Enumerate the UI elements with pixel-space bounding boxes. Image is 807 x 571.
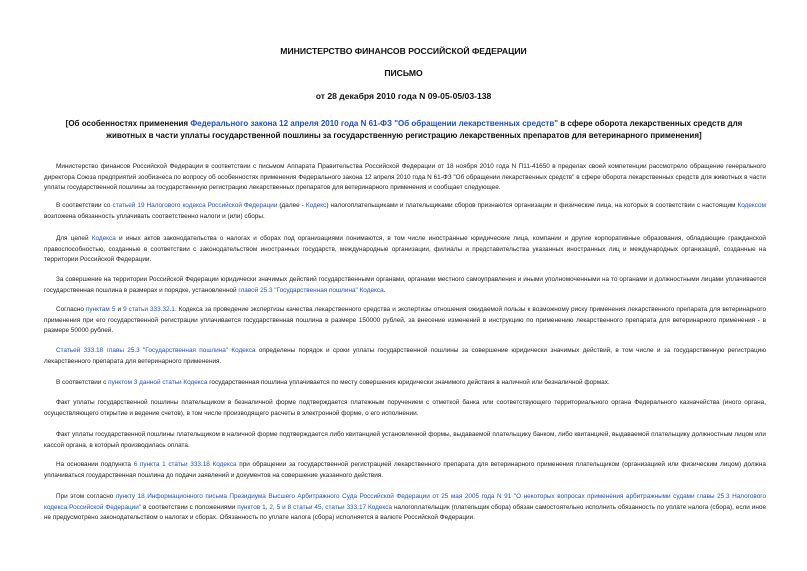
paragraph-text: Для целей: [56, 235, 92, 242]
legal-reference-link[interactable]: Кодекс: [305, 202, 327, 209]
subject-text-start: [Об особенностях применения: [65, 119, 191, 128]
ministry-title: МИНИСТЕРСТВО ФИНАНСОВ РОССИЙСКОЙ ФЕДЕРАЦИИ: [280, 46, 527, 56]
legal-reference-link[interactable]: пунктом 3 данной статьи Кодекса: [108, 379, 208, 386]
paragraph-9: [44, 430, 766, 451]
paragraph-text: Факт уплаты государственной пошлины плательщиком в наличной форме подтверждается либо квитанцией установленной формы, выдаваемой плательщику банком, либо квитанцией, выдаваемой плательщику должностным лицом или кассой органа, в который производилась оплата.: [44, 431, 766, 449]
legal-reference-link[interactable]: Кодексом: [737, 202, 766, 209]
legal-reference-link[interactable]: 6 пункта 1 статьи 333.18 Кодекса: [133, 461, 237, 468]
paragraph-text: и: [115, 306, 124, 313]
paragraph-2: [44, 201, 766, 222]
paragraph-1: [44, 162, 766, 194]
paragraph-text: В соответствии со: [56, 202, 113, 209]
paragraph-text: При этом согласно: [56, 493, 116, 500]
paragraph-text: и иных актов законодательства о налогах и сборах под организациями понимаются, в том числе иностранные юридические лица, компании и другие корпоративные образования, обладающие гражданской правоспособностью, созданные в соответствии с законодательством иностранных государств, международные организации, филиалы и представительства указанных иностранных лиц и международных организаций, созданные на территории Российской Федерации.: [44, 235, 766, 264]
paragraph-text: при обращении за государственной регистрацией лекарственного препарата для ветеринарного применения плательщиком (организацией или физическим лицом) должна уплачиваться государственная пошлина до подачи заявлений и документов на совершение указанного действия.: [44, 461, 766, 479]
legal-reference-link[interactable]: Кодекса: [91, 235, 116, 242]
legal-reference-link[interactable]: пунктов 1, 2, 5 и 8 статьи 45, статьи 333.17 Кодекса: [237, 503, 393, 511]
paragraph-text: Кодекса за проведение экспертизы качества лекарственного средства и экспертизы отношения ожидаемой пользы к возможному риску применения лекарственного препарата для ветеринарного применения при его государственной регистрации уплачивается государственная пошлина в размере 150000 рублей, за внесение изменений в инструкцию по применению лекарственного препарата для ветеринарного применения - в размере 50000 рублей.: [44, 306, 767, 335]
subject-law-link[interactable]: Федерального закона 12 апреля 2010 года N 61-ФЗ "Об обращении лекарственных средств": [190, 119, 559, 128]
legal-reference-link[interactable]: Статьей 333.18 главы 25.3 "Государственная пошлина" Кодекса: [56, 347, 256, 354]
paragraph-text: определены порядок и сроки уплаты государственной пошлины за совершение юридически значимых действий, в том числе и за государственную регистрацию лекарственного препарата для ветеринарного применения.: [44, 347, 767, 365]
document-subject: [48, 118, 760, 142]
paragraph-6: [44, 346, 766, 367]
legal-reference-link[interactable]: пунктам 5: [85, 306, 116, 313]
paragraph-text: (далее -: [277, 202, 306, 209]
paragraph-text: в соответствии с положениями: [141, 503, 238, 511]
paragraph-text: Факт уплаты государственной пошлины плательщиком в безналичной форме подтверждается платежным поручением с отметкой банка или соответствующего территориального органа Федерального казначейства (иного органа, осуществляющего открытие и ведение счетов), в том числе производящего расчеты в электронной форме, о его исполнении.: [44, 399, 766, 417]
paragraph-7: [44, 378, 766, 389]
paragraph-text: государственная пошлина уплачивается по месту совершения юридически значимого действия в наличной или безналичной формах.: [207, 379, 610, 386]
paragraph-3: [44, 234, 766, 266]
paragraph-10: [44, 460, 766, 481]
paragraph-11: [44, 492, 766, 524]
paragraph-text: налогоплательщик (плательщик сбора) обязан самостоятельно исполнить обязанность по уплате налога (сбора), если иное не предусмотрено законодательством о налогах и сборах. Обязанность по уплате налога (сбора) исполняется в валюте Российской Федерации.: [44, 503, 767, 522]
paragraph-text: Согласно: [56, 306, 86, 313]
legal-reference-link[interactable]: главой 25.3 "Государственная пошлина" Кодекса: [238, 286, 384, 294]
document-type: ПИСЬМО: [384, 68, 423, 78]
legal-reference-link[interactable]: статьей 19 Налогового кодекса Российской Федерации: [112, 202, 278, 209]
subject-text-end: в сфере оборота лекарственных средств для животных в части уплаты государственной пошлины за государственную регистрацию лекарственных препаратов для ветеринарного применения]: [106, 119, 743, 140]
paragraph-text: .: [383, 286, 386, 294]
legal-reference-link[interactable]: пункту 18 Информационного письма Президиума Высшего Арбитражного Суда Российской Федерации от 25 мая 2005 года N 91 "О некоторых вопросах применения арбитражными судами главы 25.3 Налогового кодекса Российской Федерации": [44, 493, 766, 511]
paragraph-8: [44, 398, 766, 419]
legal-reference-link[interactable]: 9 статьи 333.32.1.: [123, 306, 177, 313]
paragraph-4: [44, 275, 766, 296]
paragraph-text: возложена обязанность уплачивать соответственно налоги и (или) сборы.: [44, 212, 265, 220]
paragraph-text: За совершение на территории Российской Федерации юридически значимых действий государственными органами, органами местного самоуправления и иными уполномоченными на то органами и должностными лицами уплачивается государственная пошлина в размерах и порядке, установленной: [44, 276, 766, 294]
paragraph-text: В соответствии с: [56, 379, 109, 386]
document-date-number: от 28 декабря 2010 года N 09-05-05/03-138: [315, 91, 492, 101]
paragraph-text: Министерство финансов Российской Федерации в соответствии с письмом Аппарата Правительства Российской Федерации от 18 ноября 2010 года N П11-41650 в пределах своей компетенции рассмотрело обращение генерального директора Союза предприятий зообизнеса по вопросу об особенностях применения Федерального закона 12 апреля 2010 года N 61-ФЗ "Об обращении лекарственных средств" в сфере оборота лекарственных средств для животных в части уплаты государственной пошлины за государственную регистрацию лекарственных препаратов для ветеринарного применения и сообщает следующее.: [44, 163, 766, 192]
paragraph-text: ) налогоплательщиками и плательщиками сборов признаются организации и физические лица, на которых в соответствии с настоящим: [326, 202, 738, 209]
paragraph-5: [44, 305, 766, 337]
paragraph-text: На основании подпункта: [56, 461, 134, 468]
